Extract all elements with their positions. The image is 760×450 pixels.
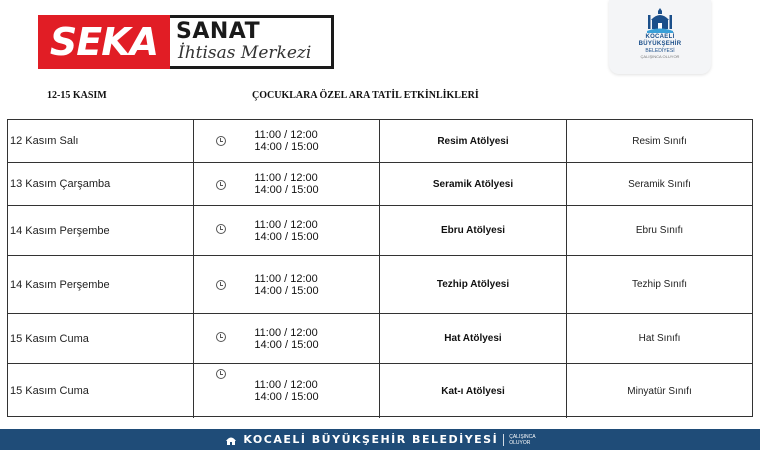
footer-banner	[0, 429, 760, 450]
room-cell: Resim Sınıfı	[632, 135, 687, 147]
clock-icon	[216, 136, 226, 146]
time-slot-2: 14:00 / 15:00	[254, 338, 319, 351]
kbb-name-line3: BELEDİYESİ	[645, 48, 675, 54]
schedule-table	[7, 119, 753, 417]
workshop-cell: Tezhip Atölyesi	[380, 256, 567, 313]
time-slot-2: 14:00 / 15:00	[254, 284, 319, 297]
room-cell: Hat Sınıfı	[638, 333, 681, 344]
kbb-emblem-icon	[645, 6, 675, 34]
table-row	[8, 314, 752, 364]
kbb-logo-card	[609, 0, 711, 74]
date-cell: 13 Kasım Çarşamba	[8, 163, 194, 205]
clock-icon	[216, 369, 226, 379]
kbb-footer-emblem-icon	[224, 433, 238, 447]
time-slot-1: 11:00 / 12:00	[254, 326, 318, 339]
date-cell: 14 Kasım Perşembe	[8, 206, 194, 255]
time-slot-1: 11:00 / 12:00	[254, 272, 318, 285]
workshop-cell: Hat Atölyesi	[380, 314, 567, 363]
workshop-cell: Seramik Atölyesi	[380, 163, 567, 205]
kbb-tagline: ÇALIŞINCA OLUYOR	[640, 54, 680, 59]
workshop-cell: Resim Atölyesi	[380, 120, 567, 162]
workshop-cell: Kat-ı Atölyesi	[380, 364, 567, 418]
time-slot-1: 11:00 / 12:00	[254, 172, 318, 184]
seka-sanat-logo	[38, 15, 334, 69]
time-slot-1: 11:00 / 12:00	[254, 379, 318, 391]
time-slot-2: 14:00 / 15:00	[254, 184, 319, 196]
footer-tag-line2: OLUYOR	[509, 439, 531, 446]
time-cell	[194, 364, 380, 418]
clock-icon	[216, 332, 226, 342]
clock-icon	[216, 224, 226, 234]
workshop-cell: Ebru Atölyesi	[380, 206, 567, 255]
table-row	[8, 120, 752, 163]
room-cell: Minyatür Sınıfı	[627, 385, 692, 397]
time-cell	[194, 256, 380, 313]
time-slot-2: 14:00 / 15:00	[254, 141, 319, 153]
ihtisas-merkezi-word: İhtisas Merkezi	[178, 43, 312, 63]
time-cell	[194, 206, 380, 255]
sanat-word: SANAT	[176, 19, 261, 44]
seka-logo-text	[170, 15, 334, 69]
footer-divider	[503, 434, 504, 446]
time-slot-2: 14:00 / 15:00	[254, 391, 319, 403]
seka-logo-mark: SEKA	[38, 15, 170, 69]
page-title: ÇOCUKLARA ÖZEL ARA TATİL ETKİNLİKLERİ	[252, 90, 479, 101]
time-slot-2: 14:00 / 15:00	[254, 230, 319, 243]
table-row	[8, 364, 752, 418]
clock-icon	[216, 280, 226, 290]
time-slot-1: 11:00 / 12:00	[254, 129, 318, 141]
date-cell: 12 Kasım Salı	[8, 120, 194, 162]
room-cell: Ebru Sınıfı	[635, 225, 684, 236]
room-cell: Tezhip Sınıfı	[631, 279, 688, 290]
footer-tagline	[509, 434, 535, 446]
time-cell	[194, 120, 380, 162]
kbb-name-line2: BÜYÜKŞEHİR	[638, 41, 682, 47]
kbb-name-line1: KOCAELİ	[645, 34, 675, 40]
date-cell: 15 Kasım Cuma	[8, 314, 194, 363]
room-cell: Seramik Sınıfı	[628, 178, 691, 190]
footer-content	[224, 433, 535, 447]
table-row	[8, 163, 752, 206]
footer-municipality-name: KOCAELİ BÜYÜKŞEHİR BELEDİYESİ	[243, 433, 499, 446]
time-slot-1: 11:00 / 12:00	[254, 218, 318, 231]
date-cell: 14 Kasım Perşembe	[8, 256, 194, 313]
table-row	[8, 206, 752, 256]
table-row	[8, 256, 752, 314]
date-cell: 15 Kasım Cuma	[8, 364, 194, 418]
date-range-heading: 12-15 KASIM	[47, 90, 107, 101]
clock-icon	[216, 180, 226, 190]
footer-tag-line1: ÇALIŞINCA	[509, 433, 536, 440]
time-cell	[194, 314, 380, 363]
time-cell	[194, 163, 380, 205]
